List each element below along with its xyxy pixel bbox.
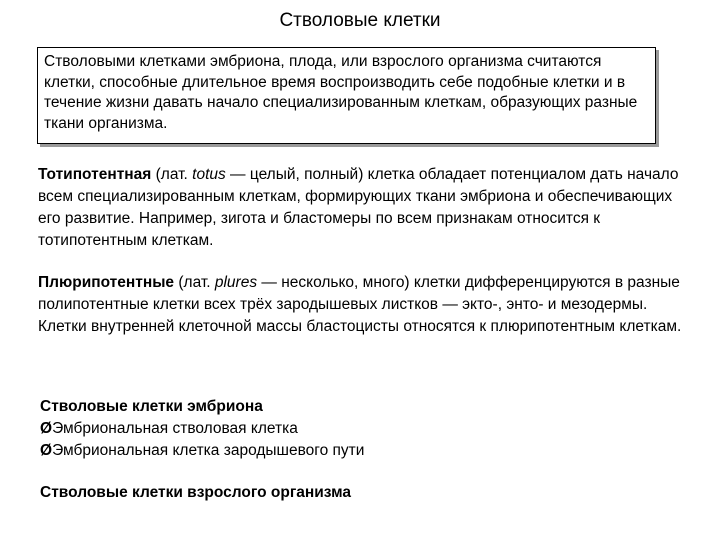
pluripotent-description: — несколько, много) клетки дифференцируются в разные полипотентные клетки всех трёх зародышевых листков — экто-, энто- и мезодермы. Клетки внутренней клеточной массы бластоцисты относятся к плюрипотентным клеткам. bbox=[38, 274, 682, 335]
embryo-section-heading: Стволовые клетки эмбриона bbox=[40, 398, 263, 415]
slide-title: Стволовые клетки bbox=[279, 10, 441, 31]
list-item-label: Эмбриональная стволовая клетка bbox=[52, 420, 298, 437]
totipotent-term: Тотипотентная bbox=[38, 166, 152, 183]
embryo-stem-cells-list bbox=[40, 396, 680, 462]
totipotent-latin-word: totus bbox=[192, 166, 226, 183]
pluripotent-paragraph bbox=[38, 272, 688, 338]
totipotent-lat-prefix: (лат. bbox=[151, 166, 193, 183]
totipotent-paragraph bbox=[38, 164, 688, 252]
definition-text: Стволовыми клетками эмбриона, плода, или взрослого организма считаются клетки, способные длительное время воспроизводить себе подобные клетки и в течение жизни давать начало специализированным клеткам, образующих разные ткани организма. bbox=[44, 53, 638, 132]
adult-section-heading: Стволовые клетки взрослого организма bbox=[40, 484, 352, 501]
definition-box bbox=[37, 47, 656, 144]
list-item bbox=[40, 440, 680, 462]
totipotent-description: — целый, полный) клетка обладает потенциалом дать начало всем специализированным клеткам, формирующих ткани эмбриона и обеспечивающих его развитие. Например, зигота и бластомеры по всем признакам относится к тотипотентным клеткам. bbox=[38, 166, 679, 249]
list-item bbox=[40, 418, 680, 440]
arrow-bullet-icon: Ø bbox=[40, 420, 53, 437]
pluripotent-latin-word: plures bbox=[214, 274, 258, 291]
list-item-label: Эмбриональная клетка зародышевого пути bbox=[52, 442, 365, 459]
pluripotent-term: Плюрипотентные bbox=[38, 274, 175, 291]
arrow-bullet-icon: Ø bbox=[40, 442, 53, 459]
pluripotent-lat-prefix: (лат. bbox=[174, 274, 215, 291]
